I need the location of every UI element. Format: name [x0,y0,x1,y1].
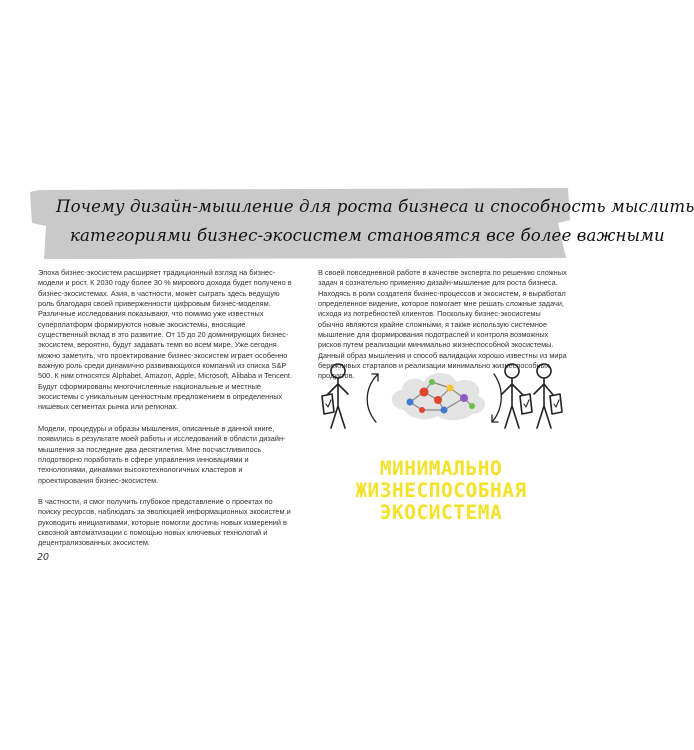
left-column [38,268,296,560]
mve-caption [318,458,564,524]
mve-caption-line-1: МИНИМАЛЬНО [379,457,503,480]
heading-banner [26,186,694,260]
paragraph: В своей повседневной работе в качестве эксперта по решению сложных задач я сознательно применяю дизайн-мышление для роста бизнеса. Находясь в роли создателя бизнес-процессов и экосистем, я выработал определенное видение, которое помогает мне решать сложные задачи, исходя из потребностей клиентов. Поскольку бизнес-экосистемы обычно являются крайне сложными, я также использую системное мышление для формирования подотраслей и контроля возможных рисков путем реализации минимально жизнеспособной экосистемы. Данный образ мышления и способ валидации хорошо известны из мира бережливых стартапов и реализации минимально жизнеспособных продуктов. [318,268,567,381]
person-right-2-icon [534,364,562,428]
heading-line-1: Почему дизайн-мышление для роста бизнеса и способность мыслить [56,197,694,216]
person-left-icon [322,364,348,428]
network-cloud-icon [392,373,485,420]
person-right-1-icon [502,364,532,428]
page-number: 20 [37,552,50,563]
mve-caption-line-3: ЭКОСИСТЕМА [379,501,503,524]
ecosystem-illustration [318,352,564,444]
paragraph: В частности, я смог получить глубокое представление о проектах по поиску ресурсов, наблюдать за эволюцией информационных экосистем и руководить инициативами, которые помогли достичь новых измерений в сквозной автоматизации с помощью новых ключевых технологий и децентрализованных экосистем. [38,496,291,548]
heading-line-2: категориями бизнес-экосистем становятся все более важными [70,226,665,245]
paragraph: Модели, процедуры и образы мышления, описанные в данной книге, появились в результате моей работы и исследований в области дизайн-мышления за последние два десятилетия. Мне посчастливилось плодотворно поработать в сфере управления инновациями и технологиями, динамики высокотехнологичных кластеров и проектирования бизнес-экосистем. [38,423,286,485]
paragraph: Эпоха бизнес-экосистем расширяет традиционный взгляд на бизнес-модели и рост. К 2030 году более 30 % мирового дохода будет получено в бизнес-экосистемах. Азия, в частности, может сыграть здесь ведущую роль благодаря своей приверженности цифровым бизнес-моделям. Различные исследования показывают, что помимо уже известных суперплатформ формируются новые экосистемы, вносящие существенный вклад в это развитие. От 15 до 20 доминирующих бизнес-экосистем, вероятно, будут задавать темп во всем мире. Уже сегодня можно заметить, что проектирование бизнес-экосистем играет особенно важную роль среди динамично развивающихся компаний из списка S&P 500. К ним относятся Alphabet, Amazon, Apple, Microsoft, Alibaba и Tencent. Будут сформированы многочисленные национальные и местные экосистемы с уникальным ценностным предложением в определенных нишевых сегментах рынка или регионах. [38,268,292,412]
mve-caption-line-2: ЖИЗНЕСПОСОБНАЯ [355,479,527,502]
